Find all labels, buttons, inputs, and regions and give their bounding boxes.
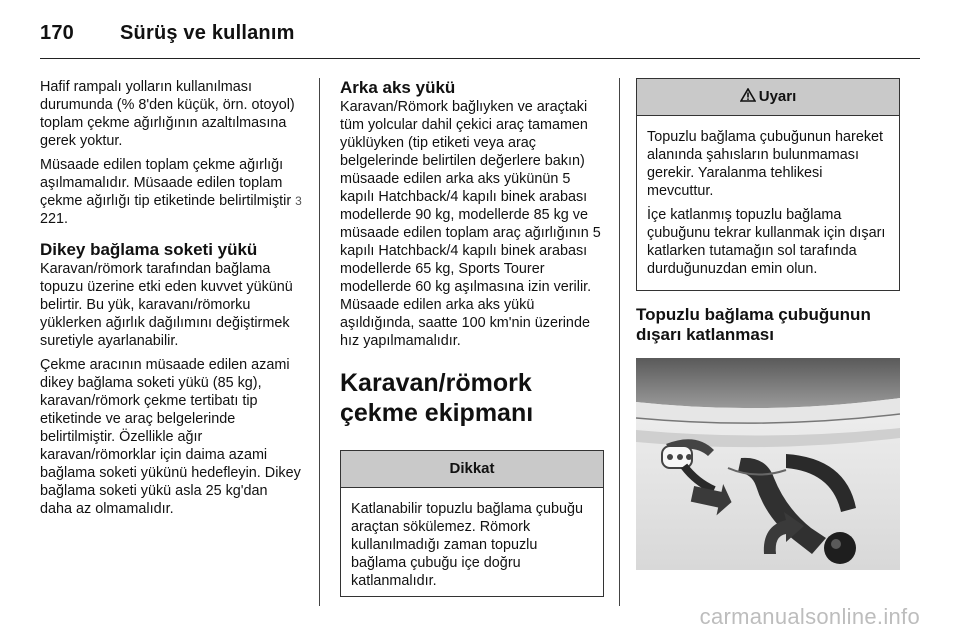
warning-paragraph-1: Topuzlu bağlama çubuğunun hareket alanında şahısların bulunmaması gerekir. Yaralanma tehlikesi mevcuttur. — [647, 129, 884, 199]
header-rule — [40, 58, 920, 59]
watermark: carmanualsonline.info — [699, 604, 920, 629]
warning-title: Uyarı — [758, 88, 797, 105]
column-divider-2 — [619, 78, 620, 606]
caution-title: Dikkat — [341, 451, 603, 488]
warning-body — [637, 116, 899, 290]
warning-box — [636, 78, 900, 291]
section-title: Sürüş ve kullanım — [120, 22, 295, 44]
rear-axle-paragraph: Karavan/Römork bağlıyken ve araçtaki tüm yolcular dahil çekici araç tamamen yüklüyken (tip etiketi veya araç belgelerinde belirtilen değerlere bakın) müsaade edilen arka aks yükünün 5 kapılı Hatchback/4 kapılı binek arabası modellerde 90 kg, modellerde 85 kg ve müsaade edilen toplam araç ağırlığının 5 kapılı Hatchback/4 kapılı binek arabası modellerde 65 kg, Sports Tourer modellerde 60 kg aşılmasına izin verilir. Müsaade edilen arka aks yükü aşıldığında, saatte 100 km'nin üzerinde hız yapılmamalıdır. — [340, 99, 601, 349]
section-heading-rear-axle: Arka aks yükü — [340, 78, 456, 97]
ramp-paragraph: Hafif rampalı yolların kullanılması durumunda (% 8'den küçük, örn. otoyol) toplam çekme ağırlığının azaltılmasına gerek yoktur. — [40, 79, 295, 149]
total-weight-text: Müsaade edilen toplam çekme ağırlığı aşılmamalıdır. Müsaade edilen toplam çekme ağırlığı tip etiketinde belirtilmiştir — [40, 157, 296, 209]
total-weight-paragraph — [40, 156, 302, 228]
page-header — [40, 22, 295, 45]
column-1 — [40, 78, 302, 524]
column-3 — [636, 78, 900, 345]
warning-title-bar — [637, 79, 899, 116]
warning-paragraph-2: İçe katlanmış topuzlu bağlama çubuğunu tekrar kullanmak için dışarı katlarken tutamağın sol tarafında durduğunuzdan emin olun. — [647, 207, 886, 277]
page-number: 170 — [40, 22, 74, 44]
column-2 — [340, 78, 604, 597]
column-divider-1 — [319, 78, 320, 606]
vertical-load-paragraph: Karavan/römork tarafından bağlama topuzu üzerine etki eden kuvvet yükünü belirtir. Bu yük, karavanı/römorku yüklerken ağırlık dağılımını değiştirmek suretiyle ayarlanabilir. — [40, 261, 293, 349]
section-heading-towing-equipment: Karavan/römork çekme ekipmanı — [340, 369, 534, 427]
caution-box — [340, 450, 604, 597]
caution-body: Katlanabilir topuzlu bağlama çubuğu araçtan sökülemez. Römork kullanılmadığı zaman topuzlu bağlama çubuğu içe doğru katlanmalıdır. — [351, 501, 584, 589]
page-ref-link[interactable]: 221. — [40, 211, 69, 227]
max-load-paragraph: Çekme aracının müsaade edilen azami dikey bağlama soketi yükü (85 kg), karavan/römork çekme tertibatı tip etiketinde ve araç belgelerinde belirtilmiştir. Özellikle ağır karavan/römorklar için daima azami bağlama soketi yükünü hedefleyin. Dikey bağlama soketi yükü asla 25 kg'dan daha az olmamalıdır. — [40, 357, 301, 517]
warning-triangle-icon — [740, 88, 756, 102]
section-heading-fold-out: Topuzlu bağlama çubuğunun dışarı katlanması — [636, 305, 871, 344]
tow-bar-illustration — [636, 358, 900, 570]
page-ref-arrow-icon: 3 — [295, 194, 302, 208]
section-heading-vertical-load: Dikey bağlama soketi yükü — [40, 240, 258, 259]
